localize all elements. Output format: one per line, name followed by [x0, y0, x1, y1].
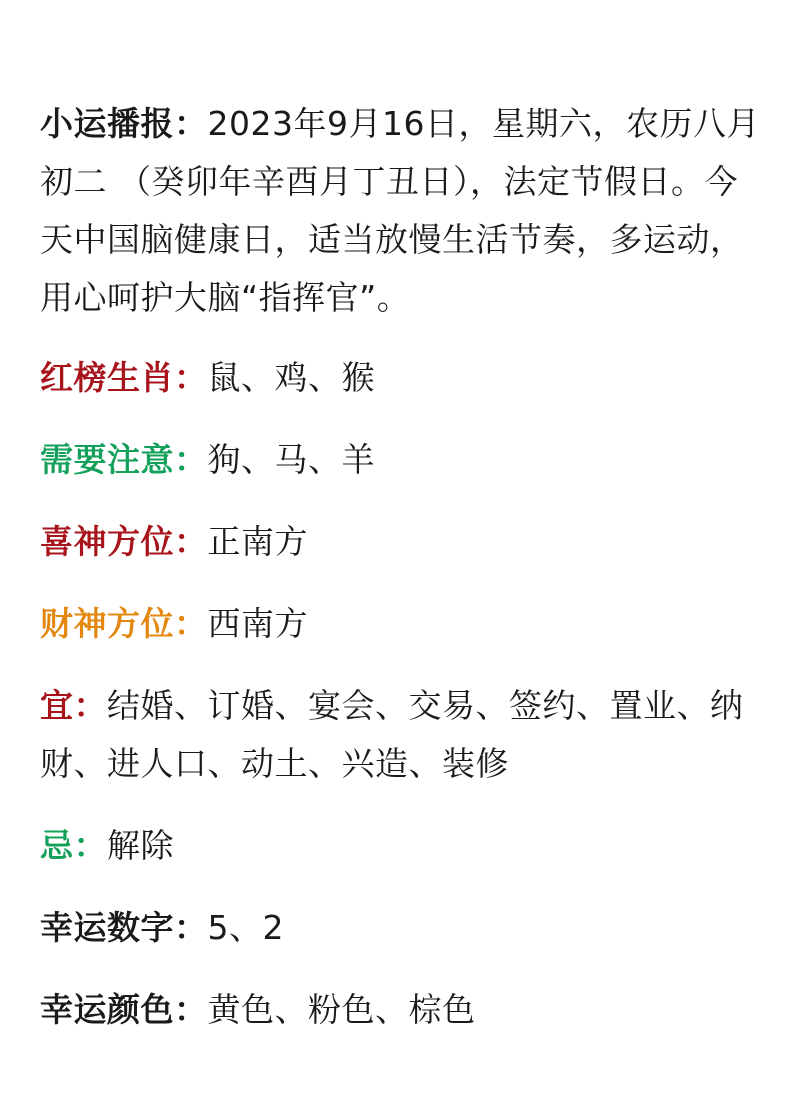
caution-zodiac-label: 需要注意：: [40, 440, 208, 479]
lucky-zodiac-row: [40, 349, 760, 407]
caution-zodiac-row: [40, 431, 760, 489]
wealth-god-direction-row: [40, 595, 760, 653]
lucky-number-value: 5、2: [207, 908, 284, 947]
avoid-label: 忌：: [40, 826, 107, 865]
avoid-value: 解除: [107, 826, 174, 865]
lucky-zodiac-value: 鼠、鸡、猴: [207, 358, 375, 397]
suitable-row: [40, 677, 760, 793]
intro-text: 2023年9月16日，星期六，农历八月初二 （癸卯年辛酉月丁丑日），法定节假日。今天中国脑健康日，适当放慢生活节奏，多运动，用心呵护大脑“指挥官”。: [40, 104, 760, 317]
intro-paragraph: [40, 95, 760, 327]
suitable-label: 宜：: [40, 686, 107, 725]
lucky-color-label: 幸运颜色：: [40, 990, 208, 1029]
avoid-row: [40, 817, 760, 875]
lucky-number-row: [40, 899, 760, 957]
wealth-god-direction-value: 西南方: [207, 604, 308, 643]
suitable-value: 结婚、订婚、宴会、交易、签约、置业、纳财、进人口、动土、兴造、装修: [40, 686, 744, 783]
joy-god-direction-value: 正南方: [207, 522, 308, 561]
wealth-god-direction-label: 财神方位：: [40, 604, 208, 643]
lucky-color-row: [40, 981, 760, 1039]
joy-god-direction-label: 喜神方位：: [40, 522, 208, 561]
joy-god-direction-row: [40, 513, 760, 571]
caution-zodiac-value: 狗、马、羊: [207, 440, 375, 479]
intro-label: 小运播报：: [40, 104, 208, 143]
lucky-color-value: 黄色、粉色、棕色: [207, 990, 476, 1029]
lucky-zodiac-label: 红榜生肖：: [40, 358, 208, 397]
lucky-number-label: 幸运数字：: [40, 908, 208, 947]
